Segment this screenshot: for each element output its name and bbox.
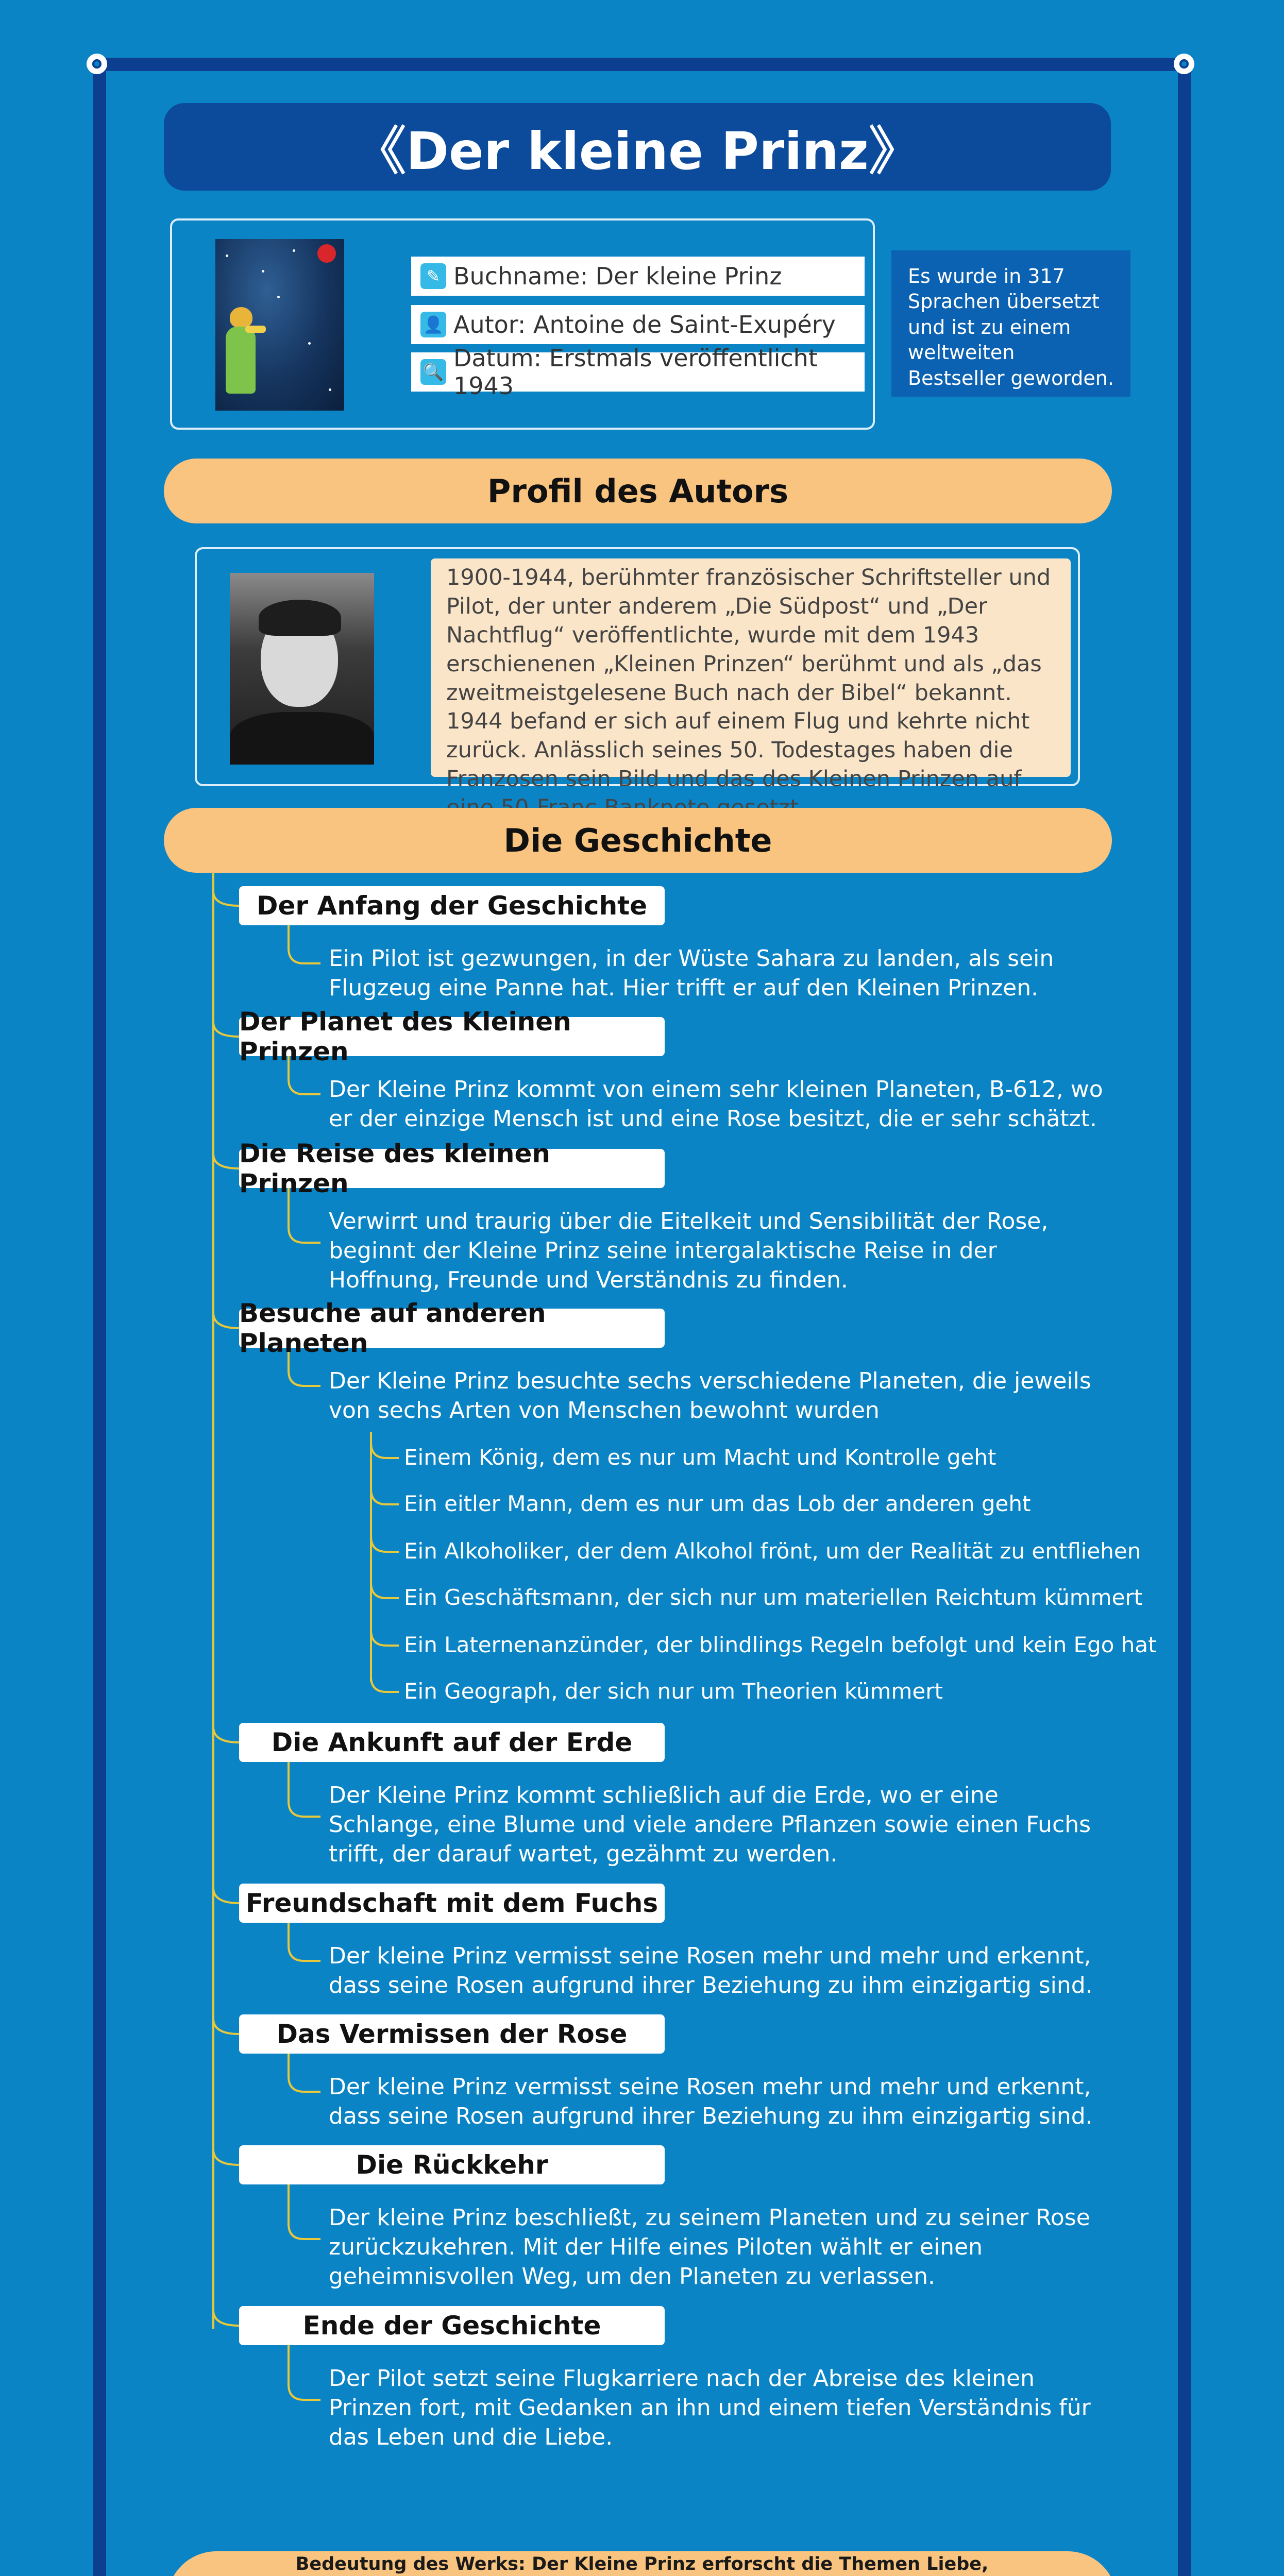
story-node: Die Ankunft auf der Erde — [239, 1723, 665, 1762]
author-profile-header: Profil des Autors — [164, 459, 1112, 523]
book-name: Buchname: Der kleine Prinz — [453, 262, 782, 290]
page-title: 《Der kleine Prinz》 — [164, 103, 1111, 191]
book-date: Datum: Erstmals veröffentlicht 1943 — [453, 344, 818, 400]
story-text: Verwirrt und traurig über die Eitelkeit und Sensibilität der Rose, beginnt der Kleine Prinz seine intergalaktische Reise in der Hoffnung, Freunde und Verständnis zu finden. — [329, 1208, 1049, 1294]
planet-visit-item: Ein eitler Mann, dem es nur um das Lob der anderen geht — [404, 1491, 1031, 1516]
planet-visit-item: Ein Alkoholiker, der dem Alkohol frönt, um der Realität zu entfliehen — [404, 1538, 1141, 1564]
user-icon: 👤 — [420, 312, 446, 337]
story-node: Der Planet des Kleinen Prinzen — [239, 1017, 665, 1056]
work-meaning-box: Bedeutung des Werks: Der Kleine Prinz erforscht die Themen Liebe, — [167, 2551, 1117, 2576]
story-text: Der Kleine Prinz besuchte sechs verschiedene Planeten, die jeweils von sechs Arten von Menschen bewohnt wurden — [329, 1368, 1091, 1424]
translation-note: Es wurde in 317 Sprachen übersetzt und ist zu einem weltweiten Bestseller geworden. — [891, 250, 1130, 397]
story-text: Der Kleine Prinz kommt schließlich auf die Erde, wo er eine Schlange, eine Blume und viele andere Pflanzen sowie einen Fuchs trifft, der darauf wartet, gezähmt zu werden. — [329, 1782, 1091, 1868]
story-text: Der kleine Prinz beschließt, zu seinem Planeten und zu seiner Rose zurückzukehren. Mit der Hilfe eines Piloten wählt er einen geheimnisvollen Weg, um den Planeten zu verlassen. — [329, 2205, 1090, 2290]
story-text: Der Kleine Prinz kommt von einem sehr kleinen Planeten, B-612, wo er der einzige Mensch ist und eine Rose besitzt, die er sehr schätzt. — [329, 1076, 1103, 1132]
story-text: Der Pilot setzt seine Flugkarriere nach der Abreise des kleinen Prinzen fort, mit Gedanken an ihn und einem tiefen Verständnis für das Leben und die Liebe. — [329, 2365, 1091, 2451]
story-node: Das Vermissen der Rose — [239, 2014, 665, 2054]
author-biography: 1900-1944, berühmter französischer Schriftsteller und Pilot, der unter anderem „Die Südpost“ und „Der Nachtflug“ veröffentlichte, wurde mit dem 1943 erschienenen „Kleinen Prinzen“ berühmt und als „das zweitmeistgelesene Buch nach der Bibel“ bekannt. 1944 befand er sich auf einem Flug und kehrte nicht zurück. Anlässlich seines 50. Todestages haben die Franzosen sein Bild und das des Kleinen Prinzen auf — [431, 558, 1071, 777]
planet-visit-item: Einem König, dem es nur um Macht und Kontrolle geht — [404, 1445, 996, 1470]
story-header: Die Geschichte — [164, 808, 1112, 873]
story-text: Der kleine Prinz vermisst seine Rosen mehr und mehr und erkennt, dass seine Rosen aufgrund ihrer Beziehung zu ihm einzigartig sind. — [329, 2074, 1093, 2130]
edit-icon: ✎ — [420, 263, 446, 289]
story-text: Ein Pilot ist gezwungen, in der Wüste Sahara zu landen, als sein Flugzeug eine Panne hat. Hier trifft er auf den Kleinen Prinzen. — [329, 945, 1054, 1002]
search-icon: 🔍 — [420, 359, 446, 385]
planet-visit-item: Ein Laternenanzünder, der blindlings Regeln befolgt und kein Ego hat — [404, 1632, 1157, 1657]
story-node: Die Rückkehr — [239, 2145, 665, 2184]
story-node: Die Reise des kleinen Prinzen — [239, 1149, 665, 1188]
story-node: Besuche auf anderen Planeten — [239, 1309, 665, 1348]
book-author: Autor: Antoine de Saint-Exupéry — [453, 311, 836, 338]
planet-visit-item: Ein Geschäftsmann, der sich nur um materiellen Reichtum kümmert — [404, 1585, 1143, 1610]
story-node: Der Anfang der Geschichte — [239, 886, 665, 925]
story-text: Der kleine Prinz vermisst seine Rosen mehr und mehr und erkennt, dass seine Rosen aufgrund ihrer Beziehung zu ihm einzigartig sind. — [329, 1943, 1093, 1999]
planet-visit-item: Ein Geograph, der sich nur um Theorien kümmert — [404, 1679, 943, 1704]
story-node: Ende der Geschichte — [239, 2306, 665, 2345]
story-node: Freundschaft mit dem Fuchs — [239, 1884, 665, 1923]
